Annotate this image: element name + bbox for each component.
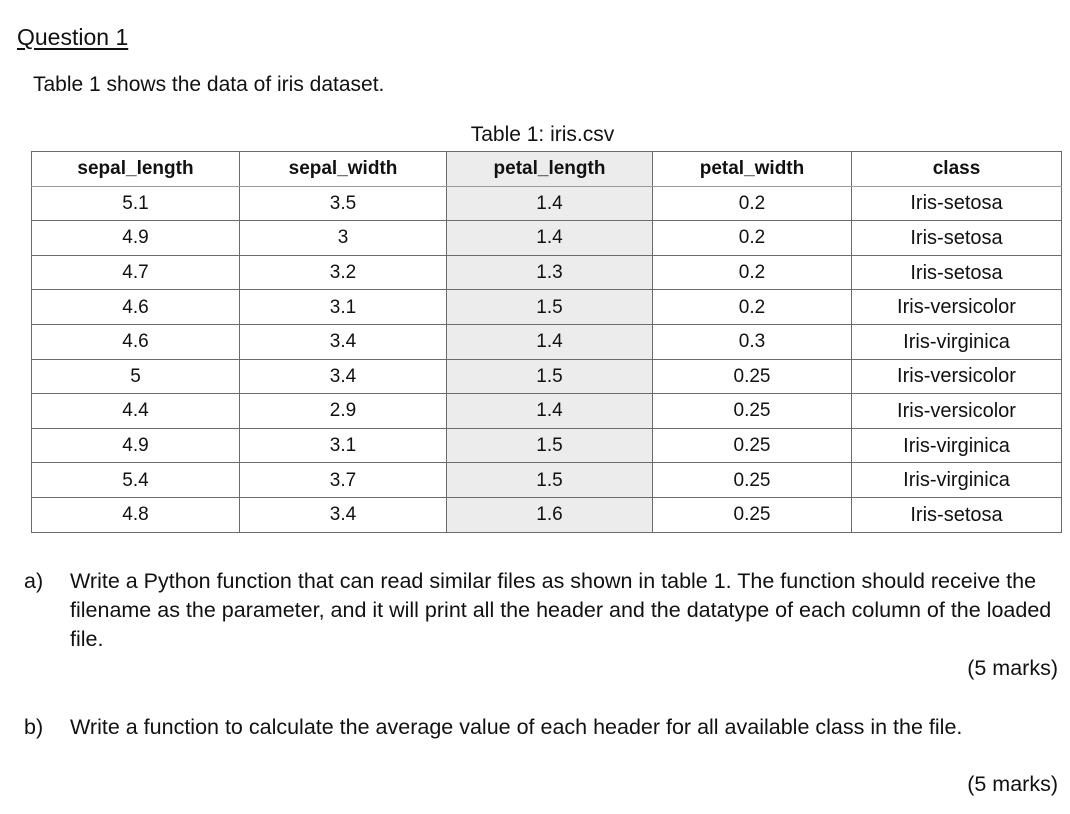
table-row	[32, 186, 1062, 221]
table-cell: 0.25	[653, 428, 852, 463]
header-sepal-width: sepal_width	[240, 152, 447, 187]
part-b-text: Write a function to calculate the average value of each header for all available class in the file.	[70, 715, 963, 739]
table-cell: 3.4	[240, 497, 447, 532]
table-cell: 0.2	[653, 186, 852, 221]
table-cell: 4.6	[32, 290, 240, 325]
table-cell: 5.4	[32, 463, 240, 498]
table-cell: 0.2	[653, 255, 852, 290]
table-cell: 1.6	[447, 497, 653, 532]
table-cell: 5	[32, 359, 240, 394]
table-cell: 4.9	[32, 221, 240, 256]
table-cell: Iris-versicolor	[852, 394, 1062, 429]
part-a-marks: (5 marks)	[967, 656, 1058, 680]
table-cell: 2.9	[240, 394, 447, 429]
table-cell: 3.7	[240, 463, 447, 498]
table-cell: 5.1	[32, 186, 240, 221]
table-row	[32, 359, 1062, 394]
table-cell: 3.2	[240, 255, 447, 290]
table-cell: 0.25	[653, 394, 852, 429]
table-cell: 3.1	[240, 428, 447, 463]
intro-text: Table 1 shows the data of iris dataset.	[33, 73, 385, 96]
table-cell: Iris-virginica	[852, 324, 1062, 359]
table-cell: 3.1	[240, 290, 447, 325]
table-cell: 3.4	[240, 359, 447, 394]
table-cell: 1.5	[447, 428, 653, 463]
table-row	[32, 394, 1062, 429]
table-cell: 1.4	[447, 186, 653, 221]
table-cell: Iris-versicolor	[852, 359, 1062, 394]
question-title: Question 1	[17, 24, 129, 50]
table-caption: Table 1: iris.csv	[470, 123, 615, 146]
table-cell: 0.25	[653, 359, 852, 394]
table-cell: 3	[240, 221, 447, 256]
table-row	[32, 255, 1062, 290]
table-cell: 0.3	[653, 324, 852, 359]
part-a-text: Write a Python function that can read similar files as shown in table 1. The function should receive the filename as the parameter, and it will print all the header and the datatype of each column of the loaded file.	[70, 569, 1052, 651]
table-cell: Iris-versicolor	[852, 290, 1062, 325]
table-cell: 4.8	[32, 497, 240, 532]
table-cell: 4.6	[32, 324, 240, 359]
table-cell: 1.5	[447, 359, 653, 394]
table-cell: 0.25	[653, 497, 852, 532]
part-b-label: b)	[24, 715, 44, 739]
table-row	[32, 463, 1062, 498]
table-row	[32, 428, 1062, 463]
table-row	[32, 221, 1062, 256]
table-cell: 1.4	[447, 394, 653, 429]
table-cell: Iris-setosa	[852, 255, 1062, 290]
iris-table	[31, 151, 1062, 533]
table-cell: 1.3	[447, 255, 653, 290]
table-cell: 0.25	[653, 463, 852, 498]
table-row	[32, 497, 1062, 532]
table-cell: Iris-virginica	[852, 463, 1062, 498]
table-cell: 0.2	[653, 221, 852, 256]
table-row	[32, 324, 1062, 359]
table-cell: 1.5	[447, 463, 653, 498]
table-cell: Iris-setosa	[852, 221, 1062, 256]
header-petal-length: petal_length	[447, 152, 653, 187]
table-cell: 4.9	[32, 428, 240, 463]
table-cell: 1.4	[447, 221, 653, 256]
table-cell: 1.5	[447, 290, 653, 325]
table-header-row	[32, 152, 1062, 187]
table-cell: Iris-setosa	[852, 497, 1062, 532]
table-cell: 3.5	[240, 186, 447, 221]
table-row	[32, 290, 1062, 325]
table-cell: 4.4	[32, 394, 240, 429]
table-cell: 0.2	[653, 290, 852, 325]
table-cell: 1.4	[447, 324, 653, 359]
table-cell: 4.7	[32, 255, 240, 290]
table-cell: Iris-setosa	[852, 186, 1062, 221]
header-class: class	[852, 152, 1062, 187]
table-cell: Iris-virginica	[852, 428, 1062, 463]
header-petal-width: petal_width	[653, 152, 852, 187]
table-cell: 3.4	[240, 324, 447, 359]
part-b-marks: (5 marks)	[967, 772, 1058, 796]
part-a-label: a)	[24, 569, 44, 593]
header-sepal-length: sepal_length	[32, 152, 240, 187]
